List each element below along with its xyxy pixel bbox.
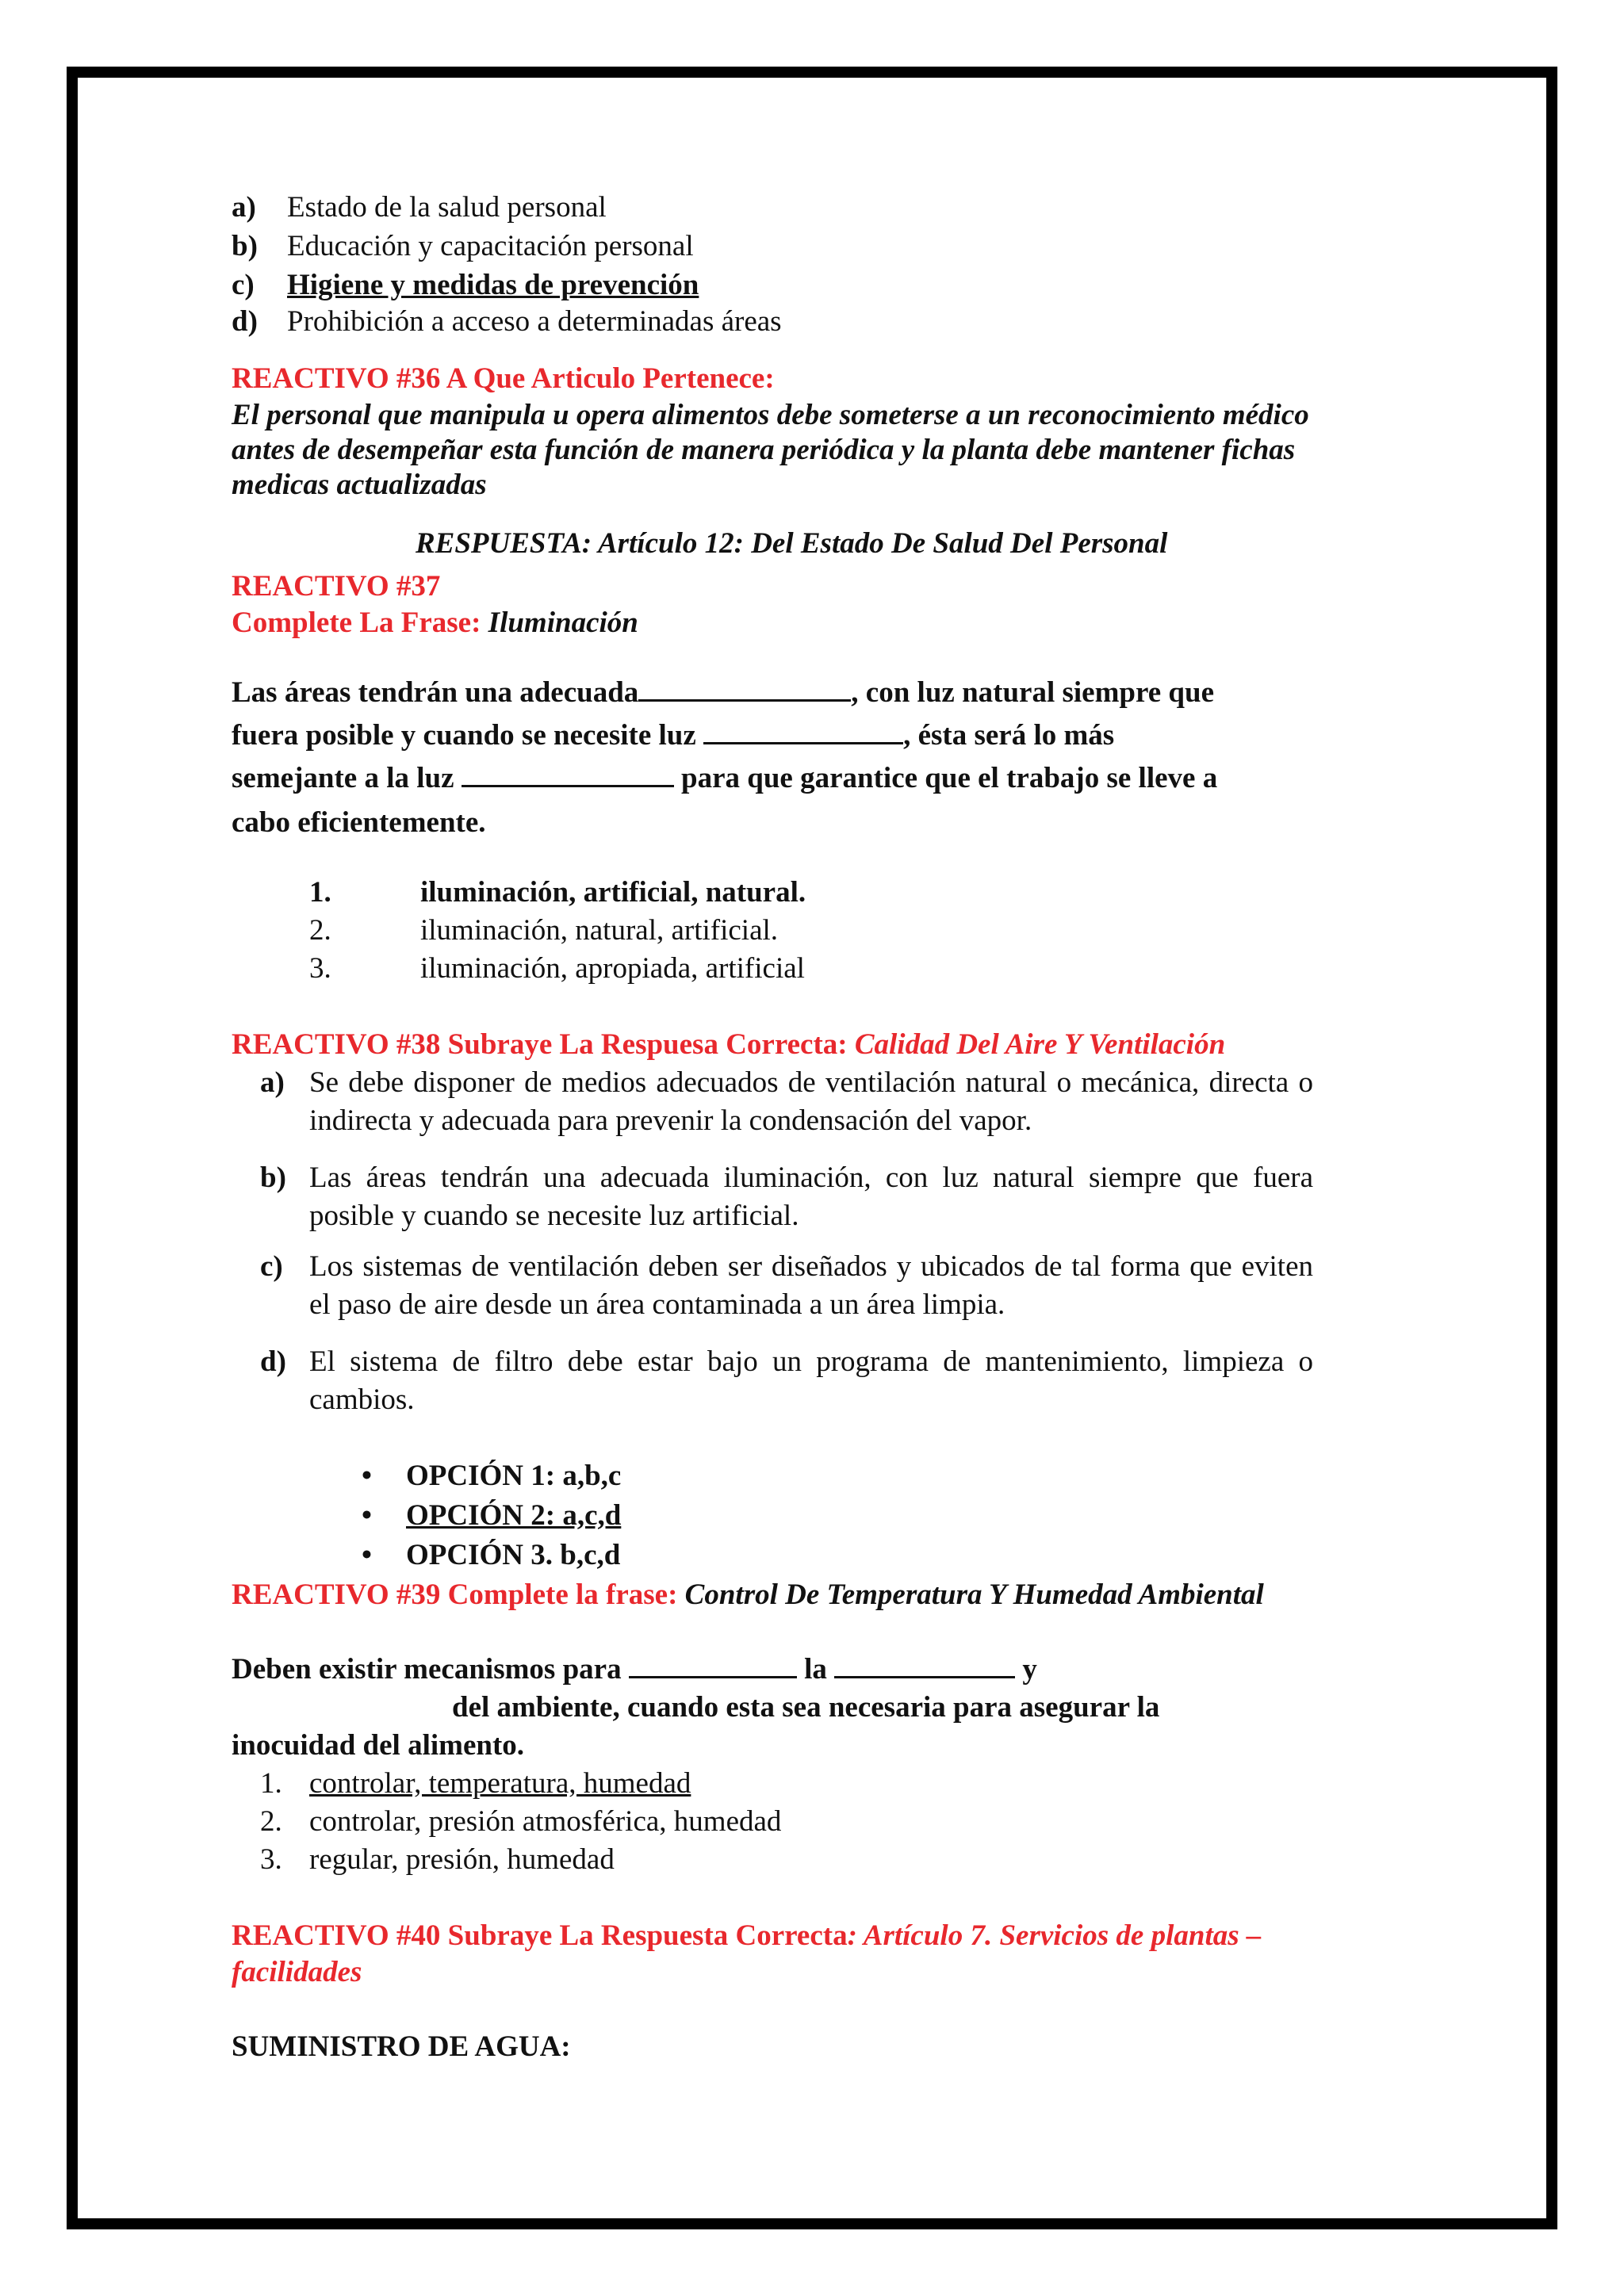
q39-title: REACTIVO #39 Complete la frase: Control De Temperatura Y Humedad Ambiental: [232, 1578, 1264, 1611]
q38-item-a-text: Se debe disponer de medios adecuados de ventilación natural o mecánica, directa o indirecta y adecuada para prevenir la condensación del vapor.: [309, 1066, 1313, 1137]
q38-title: REACTIVO #38 Subraye La Respuesa Correcta: Calidad Del Aire Y Ventilación: [232, 1028, 1226, 1061]
q36-body-line-3: medicas actualizadas: [232, 469, 487, 501]
q38-option-1: • OPCIÓN 1: a,b,c: [362, 1460, 622, 1492]
q38-item-c-text: Los sistemas de ventilación deben ser diseñados y ubicados de tal forma que eviten el paso de aire desde un área contaminada a un área limpia.: [309, 1250, 1313, 1321]
q35-option-c-correct: c) Higiene y medidas de prevención: [232, 269, 699, 301]
q37-sentence-line-3: semejante a la luz para que garantice que el trabajo se lleve a: [232, 762, 1218, 794]
q37-subtitle: Complete La Frase: Iluminación: [232, 607, 638, 639]
blank-field: [834, 1652, 1015, 1678]
q37-option-1-correct: 1. iluminación, artificial, natural.: [309, 876, 806, 909]
q39-sentence-line-1: Deben existir mecanismos para la y: [232, 1653, 1037, 1686]
q36-body-line-2: antes de desempeñar esta función de manera periódica y la planta debe mantener fichas: [232, 434, 1296, 466]
q35-option-d: d) Prohibición a acceso a determinadas áreas: [232, 305, 782, 338]
q37-sentence-line-4: cabo eficientemente.: [232, 806, 486, 839]
q36-answer: RESPUESTA: Artículo 12: Del Estado De Salud Del Personal: [416, 527, 1168, 560]
bullet-icon: •: [362, 1460, 372, 1492]
blank-field: [703, 718, 903, 744]
bullet-icon: •: [362, 1499, 372, 1532]
q37-title: REACTIVO #37: [232, 570, 441, 603]
bullet-icon: •: [362, 1539, 372, 1571]
q35-option-a: a) Estado de la salud personal: [232, 191, 607, 224]
q38-item-c-label: c): [260, 1250, 283, 1283]
q40-title: REACTIVO #40 Subraye La Respuesta Correcta: Artículo 7. Servicios de plantas –: [232, 1919, 1262, 1952]
q38-option-2-correct: • OPCIÓN 2: a,c,d: [362, 1499, 622, 1532]
q38-item-a-label: a): [260, 1066, 285, 1099]
q37-option-2: 2. iluminación, natural, artificial.: [309, 914, 779, 947]
q37-sentence-line-2: fuera posible y cuando se necesite luz , ésta será lo más: [232, 719, 1115, 752]
q35-option-b: b) Educación y capacitación personal: [232, 230, 694, 262]
q37-option-3: 3. iluminación, apropiada, artificial: [309, 952, 805, 985]
q40-topic-line-2: facilidades: [232, 1956, 362, 1988]
q37-sentence-line-1: Las áreas tendrán una adecuada , con luz natural siempre que: [232, 676, 1215, 709]
q36-body-line-1: El personal que manipula u opera alimentos debe someterse a un reconocimiento médico: [232, 399, 1309, 431]
q39-option-2: 2. controlar, presión atmosférica, humedad: [260, 1805, 782, 1838]
q38-item-b-label: b): [260, 1161, 286, 1194]
q38-item-d-label: d): [260, 1345, 286, 1378]
q38-option-3: • OPCIÓN 3. b,c,d: [362, 1539, 621, 1571]
q40-section-heading: SUMINISTRO DE AGUA:: [232, 2030, 571, 2063]
q39-sentence-line-3: inocuidad del alimento.: [232, 1729, 525, 1762]
blank-field: [462, 761, 674, 787]
q38-item-b-text: Las áreas tendrán una adecuada iluminación, con luz natural siempre que fuera posible y cuando se necesite luz artificial.: [309, 1161, 1313, 1232]
blank-field: [638, 675, 851, 702]
q39-sentence-line-2: del ambiente, cuando esta sea necesaria para asegurar la: [452, 1691, 1160, 1724]
q38-item-d-text: El sistema de filtro debe estar bajo un programa de mantenimiento, limpieza o cambios.: [309, 1345, 1313, 1416]
blank-field: [629, 1652, 797, 1678]
q36-title: REACTIVO #36 A Que Articulo Pertenece:: [232, 362, 775, 395]
q39-option-3: 3. regular, presión, humedad: [260, 1843, 615, 1876]
q39-option-1-correct: 1. controlar, temperatura, humedad: [260, 1767, 691, 1800]
